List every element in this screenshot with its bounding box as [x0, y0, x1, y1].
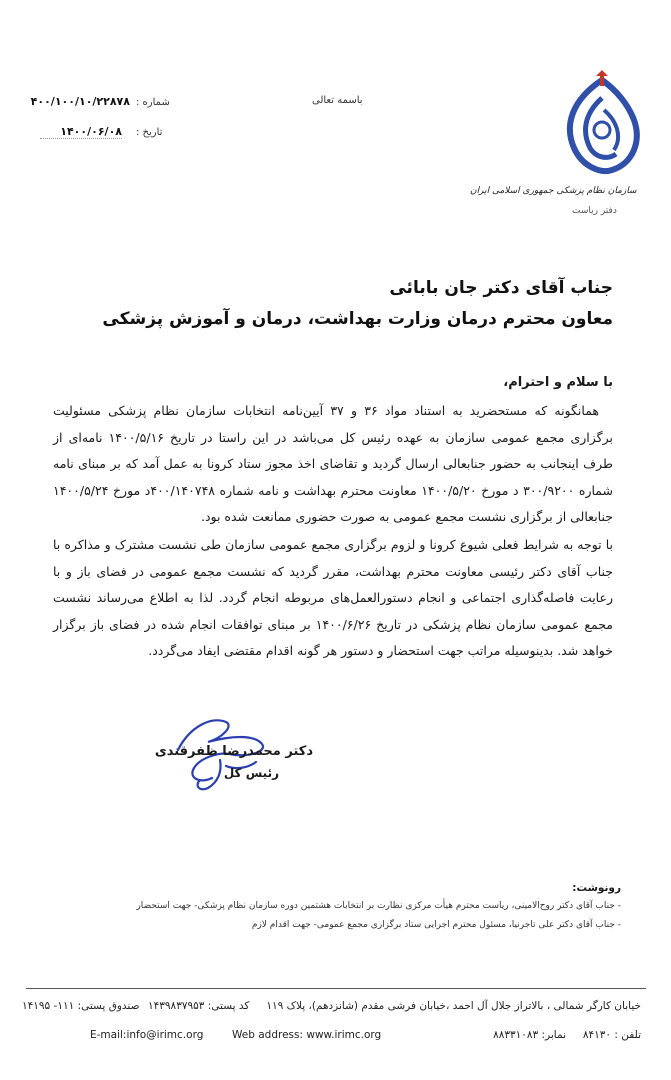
irimc-logo [552, 70, 652, 180]
cc-title: رونوشت: [572, 882, 621, 894]
letter-number: ۴۰۰/۱۰۰/۱۰/۲۲۸۷۸ [30, 95, 130, 108]
signatory-name: دکتر محمدرضا ظفرقندی [154, 744, 313, 759]
letter-date: ۱۴۰۰/۰۶/۰۸ [40, 125, 122, 139]
addressee-line-2: معاون محترم درمان وزارت بهداشت، درمان و آموزش پزشکی [102, 309, 613, 329]
footer-divider [26, 988, 646, 989]
greeting: با سلام و احترام، [503, 375, 613, 390]
body-paragraph-2: با توجه به شرایط فعلی شیوع کرونا و لزوم برگزاری مجمع عمومی سازمان طی نشست مشترک و مذاکره با جناب آقای دکتر رئیسی معاونت محترم بهداشت، مقرر گردید که نشست مجمع عمومی در فضای باز و با رعایت فاصله‌گذاری اجتماعی و انجام دستورالعمل‌های مربوطه انجام گردد. لذا به اطلاع می‌رساند نشست مجمع عمومی سازمان نظام پزشکی در تاریخ ۱۴۰۰/۶/۲۶ بر مبنای توافقات انجام شده در فضای باز برگزار خواهد شد. بدینوسیله مراتب جهت استحضار و دستور هر گونه اقدام مقتضی ایفاد می‌گردد. [53, 537, 613, 658]
footer-postal-code: کد پستی: ۱۴۳۹۸۳۷۹۵۳ [148, 1000, 250, 1012]
footer-po-box: صندوق پستی: ۱۱۱- ۱۴۱۹۵ [22, 1000, 140, 1012]
irimc-emblem-icon [552, 70, 652, 180]
bismillah: باسمه تعالی [312, 95, 363, 106]
org-name: سازمان نظام پزشکی جمهوری اسلامی ایران [470, 186, 637, 196]
date-label: تاریخ : [136, 127, 163, 138]
number-label: شماره : [136, 97, 170, 108]
cc-item: - جناب آقای دکتر روح‌الامینی، ریاست محترم هیأت مرکزی نظارت بر انتخابات هشتمین دوره سازمان نظام پزشکی- جهت استحضار [136, 901, 621, 911]
signatory-title: رئیس کل [223, 766, 279, 780]
footer-website[interactable]: Web address: www.irimc.org [232, 1029, 382, 1041]
footer-fax: نمابر: ۸۸۳۳۱۰۸۳ [493, 1029, 566, 1041]
cc-item: - جناب آقای دکتر علی تاجرنیا، مسئول محترم اجرایی ستاد برگزاری مجمع عمومی- جهت اقدام لازم [251, 920, 621, 930]
body-paragraph-1: همانگونه که مستحضرید به استناد مواد ۳۶ و ۳۷ آیین‌نامه انتخابات سازمان نظام پزشکی مسئولیت برگزاری مجمع عمومی سازمان به عهده رئیس کل می‌باشد در این راستا در تاریخ ۱۴۰۰/۵/۱۶ نامه‌ای از طرف اینجانب به حضور جنابعالی ارسال گردید و تقاضای اخذ مجوز ستاد کرونا به عمل آمد که بر مبنای نامه شماره ۳۰۰/۹۲۰۰ د مورخ ۱۴۰۰/۵/۲۰ معاونت محترم بهداشت و نامه شماره ۴۰۰/۱۴۰۷۴۸د مورخ ۱۴۰۰/۵/۲۴ جنابعالی از برگزاری نشست مجمع عمومی به صورت حضوری ممانعت شده بود. [53, 403, 613, 524]
office-name: دفتر ریاست [572, 206, 617, 216]
footer-email[interactable]: E-mail:info@irimc.org [90, 1029, 204, 1041]
footer-address: خیابان کارگر شمالی ، بالاتراز جلال آل احمد ،خیابان فرشی مقدم (شانزدهم)، پلاک ۱۱۹ [266, 1000, 641, 1012]
addressee-line-1: جناب آقای دکتر جان بابائی [389, 278, 613, 298]
footer-phone: تلفن : ۸۴۱۳۰ [582, 1029, 641, 1041]
